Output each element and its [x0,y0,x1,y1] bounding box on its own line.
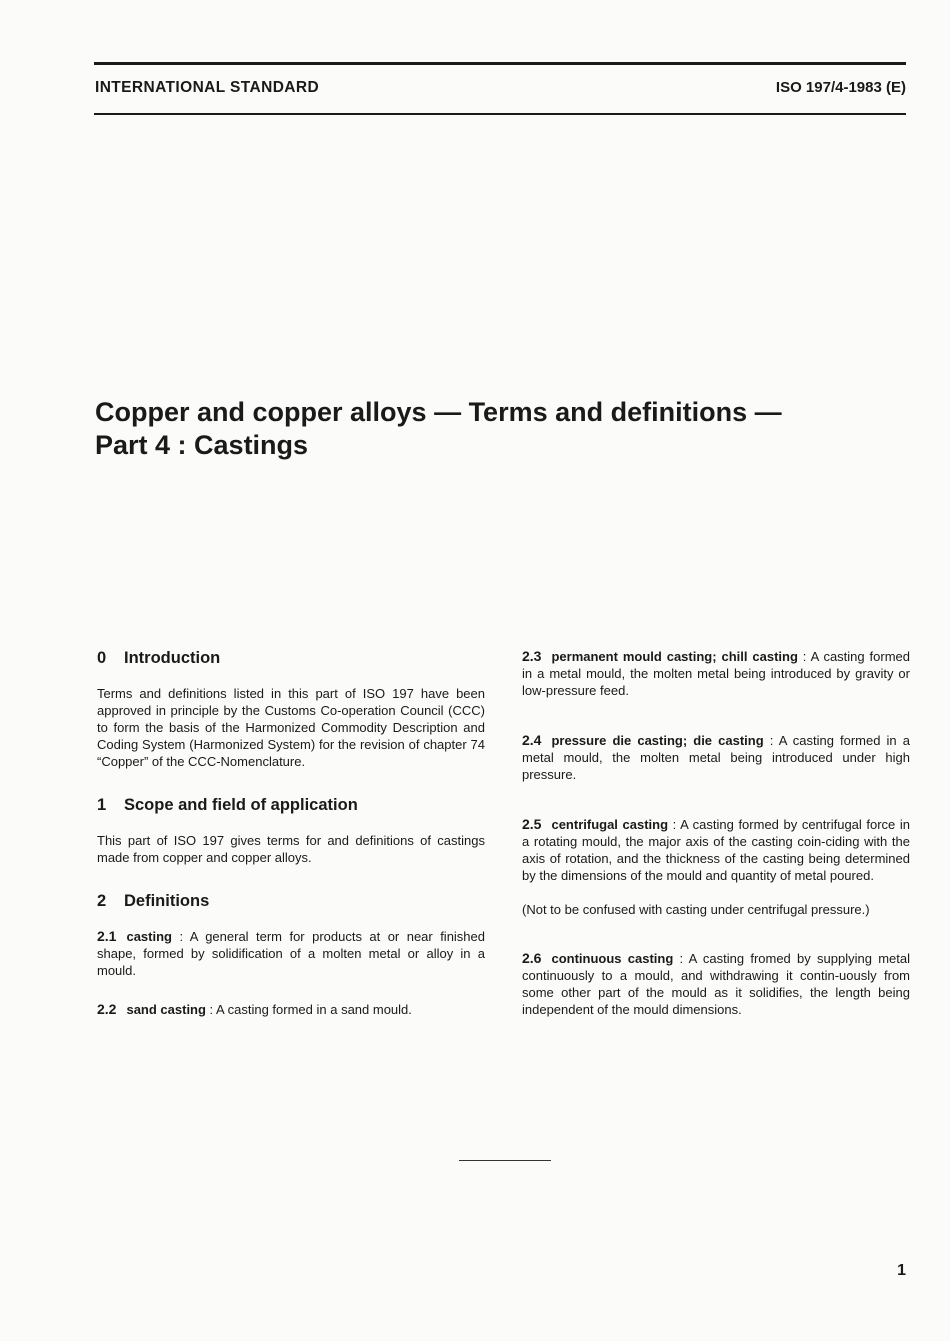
term: centrifugal casting [551,817,669,832]
clause-number: 2.3 [522,648,542,664]
term-definition: : A casting formed in a sand mould. [205,1002,412,1017]
definition-2-4 [522,732,910,783]
section-title: Scope and field of application [124,796,358,814]
definition-2-3 [522,648,910,699]
section-scope-heading [97,795,485,815]
header-top-rule [94,62,906,65]
scope-text: This part of ISO 197 gives terms for and definitions of castings made from copper and copper alloys. [97,833,485,865]
term-definition: : A casting formed in a metal mould, the molten metal being introduced under high pressure. [522,733,910,782]
term-definition: : A casting fromed by supplying metal continuously to a mould, and withdrawing it contin-uously from some other part of the mould as it solidifies, the length being independent of the mould dimensions. [522,951,910,1017]
term: casting [126,929,172,944]
term: continuous casting [551,951,674,966]
section-number: 1 [97,796,107,814]
page-number: 1 [897,1262,906,1279]
clause-number: 2.2 [97,1001,117,1017]
clause-number: 2.1 [97,928,117,944]
term-definition: : A casting formed by centrifugal force in a rotating mould, the major axis of the casting coin-ciding with the axis of rotation, and the thickness of the casting being determined by the dimensions of the mould and quantity of metal poured. [522,817,910,883]
section-number: 0 [97,649,107,667]
clause-number: 2.6 [522,950,542,966]
clause-number: 2.5 [522,816,542,832]
document-title [95,396,895,462]
section-title: Definitions [124,892,210,910]
header-document-id: ISO 197/4-1983 (E) [775,79,906,96]
left-column [97,648,485,1018]
section-title: Introduction [124,649,221,667]
header-bottom-rule [94,113,906,115]
definition-2-5 [522,816,910,884]
definition-2-5-note: (Not to be confused with casting under centrifugal pressure.) [522,902,870,917]
section-definitions-heading [97,891,485,911]
title-line-1: Copper and copper alloys — Terms and definitions — [95,397,782,427]
introduction-text: Terms and definitions listed in this part of ISO 197 have been approved in principle by the Customs Co-operation Council (CCC) to form the basis of the Harmonized Commodity Description and Coding System (Harmonized System) for the revision of chapter 74 “Copper” of the CCC-Nomenclature. [97,686,485,769]
section-number: 2 [97,892,107,910]
footer-rule [459,1160,551,1161]
term: pressure die casting; die casting [551,733,764,748]
definition-2-2 [97,1001,485,1018]
clause-number: 2.4 [522,732,542,748]
section-introduction-heading [97,648,485,668]
term: permanent mould casting; chill casting [551,649,798,664]
term: sand casting [126,1002,206,1017]
right-column [522,648,910,1018]
term-definition: : A general term for products at or near finished shape, formed by solidification of a molten metal or alloy in a mould. [97,929,485,978]
definition-2-1 [97,928,485,979]
title-line-2: Part 4 : Castings [95,430,309,460]
header-standard-label: INTERNATIONAL STANDARD [95,79,320,96]
definition-2-6 [522,950,910,1018]
term-definition: : A casting formed in a metal mould, the molten metal being introduced by gravity or low-pressure feed. [522,649,910,698]
